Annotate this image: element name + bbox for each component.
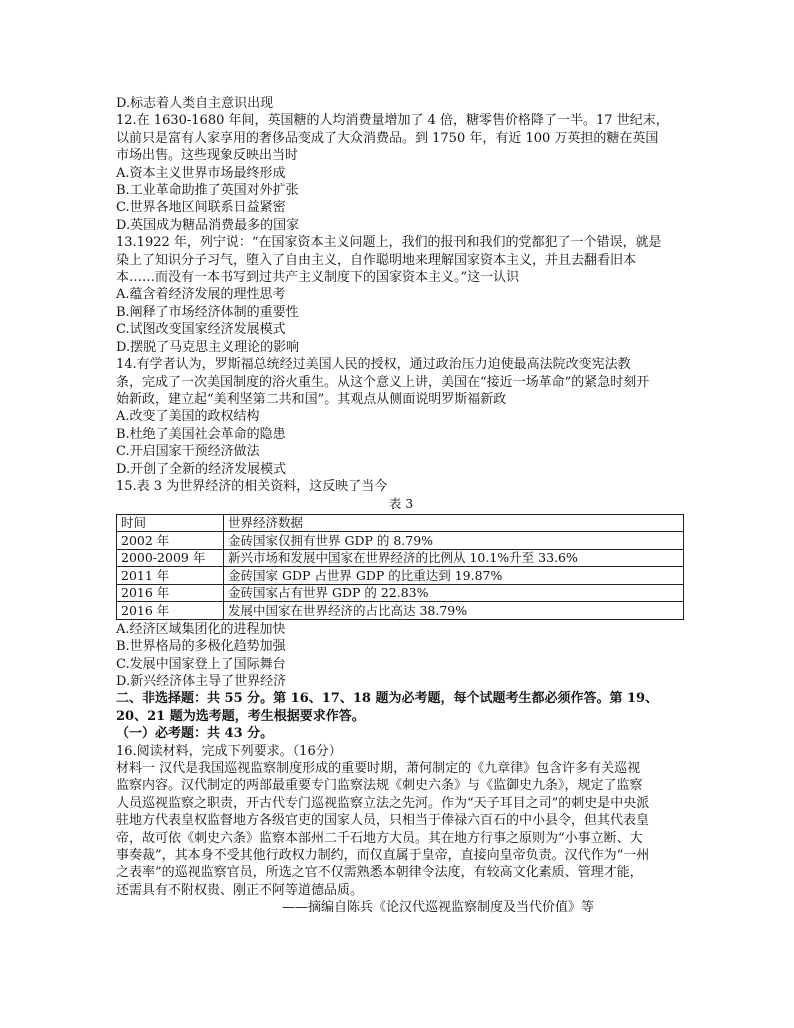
q16-material-line: 帝，故可依《刺史六条》监察本部州二千石地方大员。其在地方行事之原则为“小事立断、大 <box>116 830 643 846</box>
q16-material-line: 事奏裁”，其本身不受其他行政权力制约，而仅直属于皇帝，直接向皇帝负责。汉代作为“一州 <box>116 848 650 864</box>
q15-option-d: D.新兴经济体主导了世界经济 <box>116 673 287 689</box>
table-row <box>117 567 684 585</box>
table-cell: 金砖国家 GDP 占世界 GDP 的比重达到 19.87% <box>224 567 684 585</box>
q15-option-c: C.发展中国家登上了国际舞台 <box>116 656 286 672</box>
table-cell: 2000-2009 年 <box>117 549 224 567</box>
table-caption: 表 3 <box>388 496 414 512</box>
q14-option-c: C.开启国家干预经济做法 <box>116 444 260 460</box>
q12-option-c: C.世界各地区间联系日益紧密 <box>116 200 286 216</box>
table-header-cell: 世界经济数据 <box>224 514 684 532</box>
q11-option-d: D.标志着人类自主意识出现 <box>116 96 274 111</box>
table-cell: 金砖国家仅拥有世界 GDP 的 8.79% <box>224 532 684 550</box>
q16-material-line: 之表率”的巡视监察官员，所选之官不仅需熟悉本朝律令法度，有较高文化素质、管理才能， <box>116 865 643 881</box>
table-cell: 2011 年 <box>117 567 224 585</box>
table-header-row <box>117 514 684 532</box>
q16-instruction: 16.阅读材料，完成下列要求。（16分） <box>116 743 342 759</box>
q16-material-line: 监察内容。汉代制定的两部最重要专门监察法规《刺史六条》与《监御史九条》，规定了监察 <box>116 778 643 794</box>
table-row <box>117 532 684 550</box>
table-cell: 发展中国家在世界经济的占比高达 38.79% <box>224 602 684 620</box>
table-row <box>117 584 684 602</box>
q14-option-a: A.改变了美国的政权结构 <box>116 409 260 425</box>
q13-stem-line-2: 染上了知识分子习气，堕入了自由主义，自作聪明地来理解国家资本主义，并且去翻看旧本 <box>116 252 637 268</box>
table-cell: 2016 年 <box>117 584 224 602</box>
q14-stem-line-2: 条，完成了一次美国制度的浴火重生。从这个意义上讲，美国在“接近一场革命”的紧急时刻开 <box>116 374 650 390</box>
q16-material-line: 人员巡视监察之职责，开古代专门巡视监察立法之先河。作为“天子耳目之司”的刺史是中央派 <box>116 795 650 811</box>
q16-material-line: 还需具有不附权贵、刚正不阿等道德品质。 <box>116 882 364 898</box>
q13-stem-line-3: 本……而没有一本书写到过共产主义制度下的国家资本主义。”这一认识 <box>116 270 520 286</box>
q13-option-b: B.阐释了市场经济体制的重要性 <box>116 304 299 320</box>
q12-option-b: B.工业革命助推了英国对外扩张 <box>116 183 299 199</box>
q13-option-a: A.蕴含着经济发展的理性思考 <box>116 287 286 303</box>
q14-stem-line-3: 始新政，建立起“美利坚第二共和国”。其观点从侧面说明罗斯福新政 <box>116 391 507 407</box>
q12-option-d: D.英国成为糖品消费最多的国家 <box>116 217 300 233</box>
q12-stem-line-1: 12.在 1630-1680 年间，英国糖的人均消费量增加了 4 倍，糖零售价格降了一半。17 世纪末， <box>116 113 669 129</box>
q14-stem-line-1: 14.有学者认为，罗斯福总统经过美国人民的授权，通过政治压力迫使最高法院改变宪法教 <box>116 357 631 373</box>
q15-option-b: B.世界格局的多极化趋势加强 <box>116 639 286 655</box>
data-table <box>116 514 684 620</box>
table-cell: 2016 年 <box>117 602 224 620</box>
section-heading-line-1: 二、非选择题：共 55 分。第 16、17、18 题为必考题，每个试题考生都必须作答。第 19、 <box>116 691 659 707</box>
exam-page <box>116 95 686 917</box>
table-cell: 金砖国家占有世界 GDP 的 22.83% <box>224 584 684 602</box>
q13-option-c: C.试图改变国家经济发展模式 <box>116 322 286 338</box>
q12-stem-line-2: 以前只是富有人家享用的奢侈品变成了大众消费品。到 1750 年，有近 100 万英担的糖在英国 <box>116 130 659 146</box>
q13-stem-line-1: 13.1922 年，列宁说：“在国家资本主义问题上，我们的报刊和我们的党都犯了一个错误，就是 <box>116 235 662 251</box>
source-citation: ——摘编自陈兵《论汉代巡视监察制度及当代价值》等 <box>281 900 594 916</box>
q13-option-d: D.摆脱了马克思主义理论的影响 <box>116 339 300 355</box>
sub-heading: （一）必考题：共 43 分。 <box>116 726 274 742</box>
q14-option-b: B.杜绝了美国社会革命的隐患 <box>116 426 286 442</box>
table-row <box>117 602 684 620</box>
table-cell: 2002 年 <box>117 532 224 550</box>
section-heading-line-2: 20、21 题为选考题，考生根据要求作答。 <box>116 708 365 724</box>
table-row <box>117 549 684 567</box>
q12-option-a: A.资本主义世界市场最终形成 <box>116 165 286 181</box>
q12-stem-line-3: 市场出售。这些现象反映出当时 <box>116 148 299 164</box>
q16-material-line: 驻地方代表皇权监督地方各级官吏的国家人员，只相当于俸禄六百石的中小县令，但其代表皇 <box>116 813 650 829</box>
table-cell: 新兴市场和发展中国家在世界经济的比例从 10.1%升至 33.6% <box>224 549 684 567</box>
q15-stem: 15.表 3 为世界经济的相关资料，这反映了当今 <box>116 478 388 494</box>
table-header-cell: 时间 <box>117 514 224 532</box>
q14-option-d: D.开创了全新的经济发展模式 <box>116 461 287 477</box>
q15-option-a: A.经济区域集团化的进程加快 <box>116 621 286 637</box>
q16-material-line: 材料一 汉代是我国巡视监察制度形成的重要时期，萧何制定的《九章律》包含许多有关巡视 <box>116 761 641 776</box>
